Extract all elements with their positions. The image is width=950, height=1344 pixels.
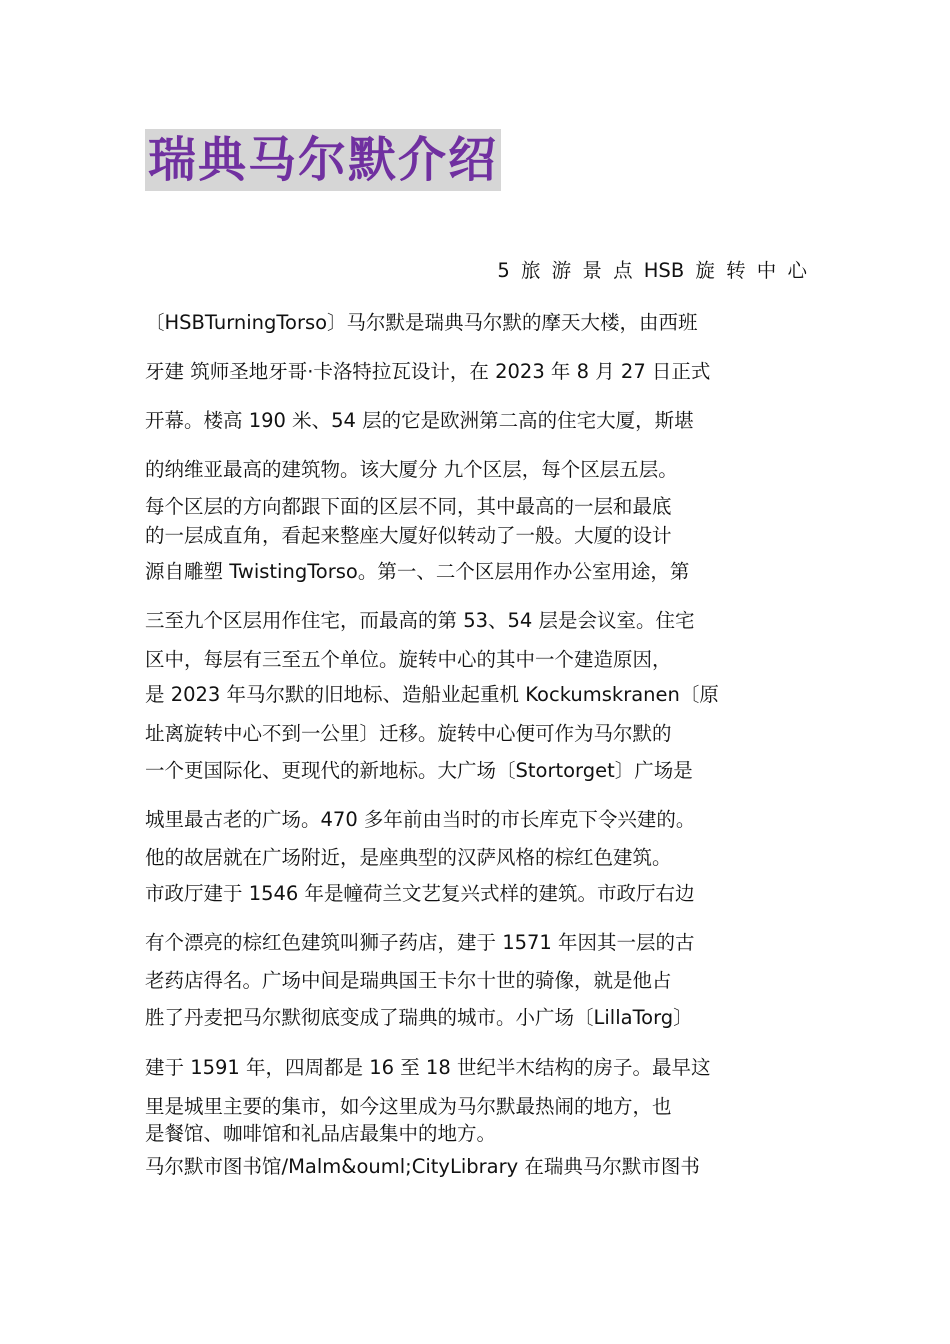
text-line: 〔HSBTurningTorso〕马尔默是瑞典马尔默的摩天大楼，由西班	[145, 311, 698, 334]
text-line: 一个更国际化、更现代的新地标。大广场〔Stortorget〕广场是	[145, 759, 693, 782]
text-line: 每个区层的方向都跟下面的区层不同，其中最高的一层和最底	[145, 495, 672, 518]
text-line: 三至九个区层用作住宅，而最高的第 53、54 层是会议室。住宅	[145, 609, 695, 632]
text-line: 老药店得名。广场中间是瑞典国王卡尔十世的骑像，就是他占	[145, 969, 672, 992]
text-line: 马尔默市图书馆/Malm&ouml;CityLibrary 在瑞典马尔默市图书	[145, 1155, 700, 1178]
text-line: 开幕。楼高 190 米、54 层的它是欧洲第二高的住宅大厦，斯堪	[145, 409, 694, 432]
text-line: 址离旋转中心不到一公里〕迁移。旋转中心便可作为马尔默的	[145, 722, 672, 745]
text-line: 城里最古老的广场。470 多年前由当时的市长库克下令兴建的。	[145, 808, 696, 831]
text-line: 他的故居就在广场附近，是座典型的汉萨风格的棕红色建筑。	[145, 846, 672, 869]
text-line-heading: 5 旅 游 景 点 HSB 旋 转 中 心	[497, 259, 807, 282]
text-line: 源自雕塑 TwistingTorso。第一、二个区层用作办公室用途，第	[145, 560, 690, 583]
text-line: 市政厅建于 1546 年是幢荷兰文艺复兴式样的建筑。市政厅右边	[145, 882, 695, 905]
text-line: 的一层成直角，看起来整座大厦好似转动了一般。大厦的设计	[145, 524, 672, 547]
text-line: 是 2023 年马尔默的旧地标、造船业起重机 Kockumskranen〔原	[145, 683, 719, 706]
text-line: 有个漂亮的棕红色建筑叫狮子药店，建于 1571 年因其一层的古	[145, 931, 695, 954]
document-title: 瑞典马尔默介绍	[145, 129, 501, 191]
text-line: 是餐馆、咖啡馆和礼品店最集中的地方。	[145, 1122, 497, 1145]
text-line: 牙建 筑师圣地牙哥·卡洛特拉瓦设计，在 2023 年 8 月 27 日正式	[145, 360, 711, 383]
text-line: 区中，每层有三至五个单位。旋转中心的其中一个建造原因，	[145, 648, 672, 671]
text-line: 里是城里主要的集市，如今这里成为马尔默最热闹的地方，也	[145, 1095, 672, 1118]
text-line: 建于 1591 年，四周都是 16 至 18 世纪半木结构的房子。最早这	[145, 1056, 711, 1079]
text-line: 的纳维亚最高的建筑物。该大厦分 九个区层，每个区层五层。	[145, 458, 678, 481]
text-line: 胜了丹麦把马尔默彻底变成了瑞典的城市。小广场〔LillaTorg〕	[145, 1006, 693, 1029]
